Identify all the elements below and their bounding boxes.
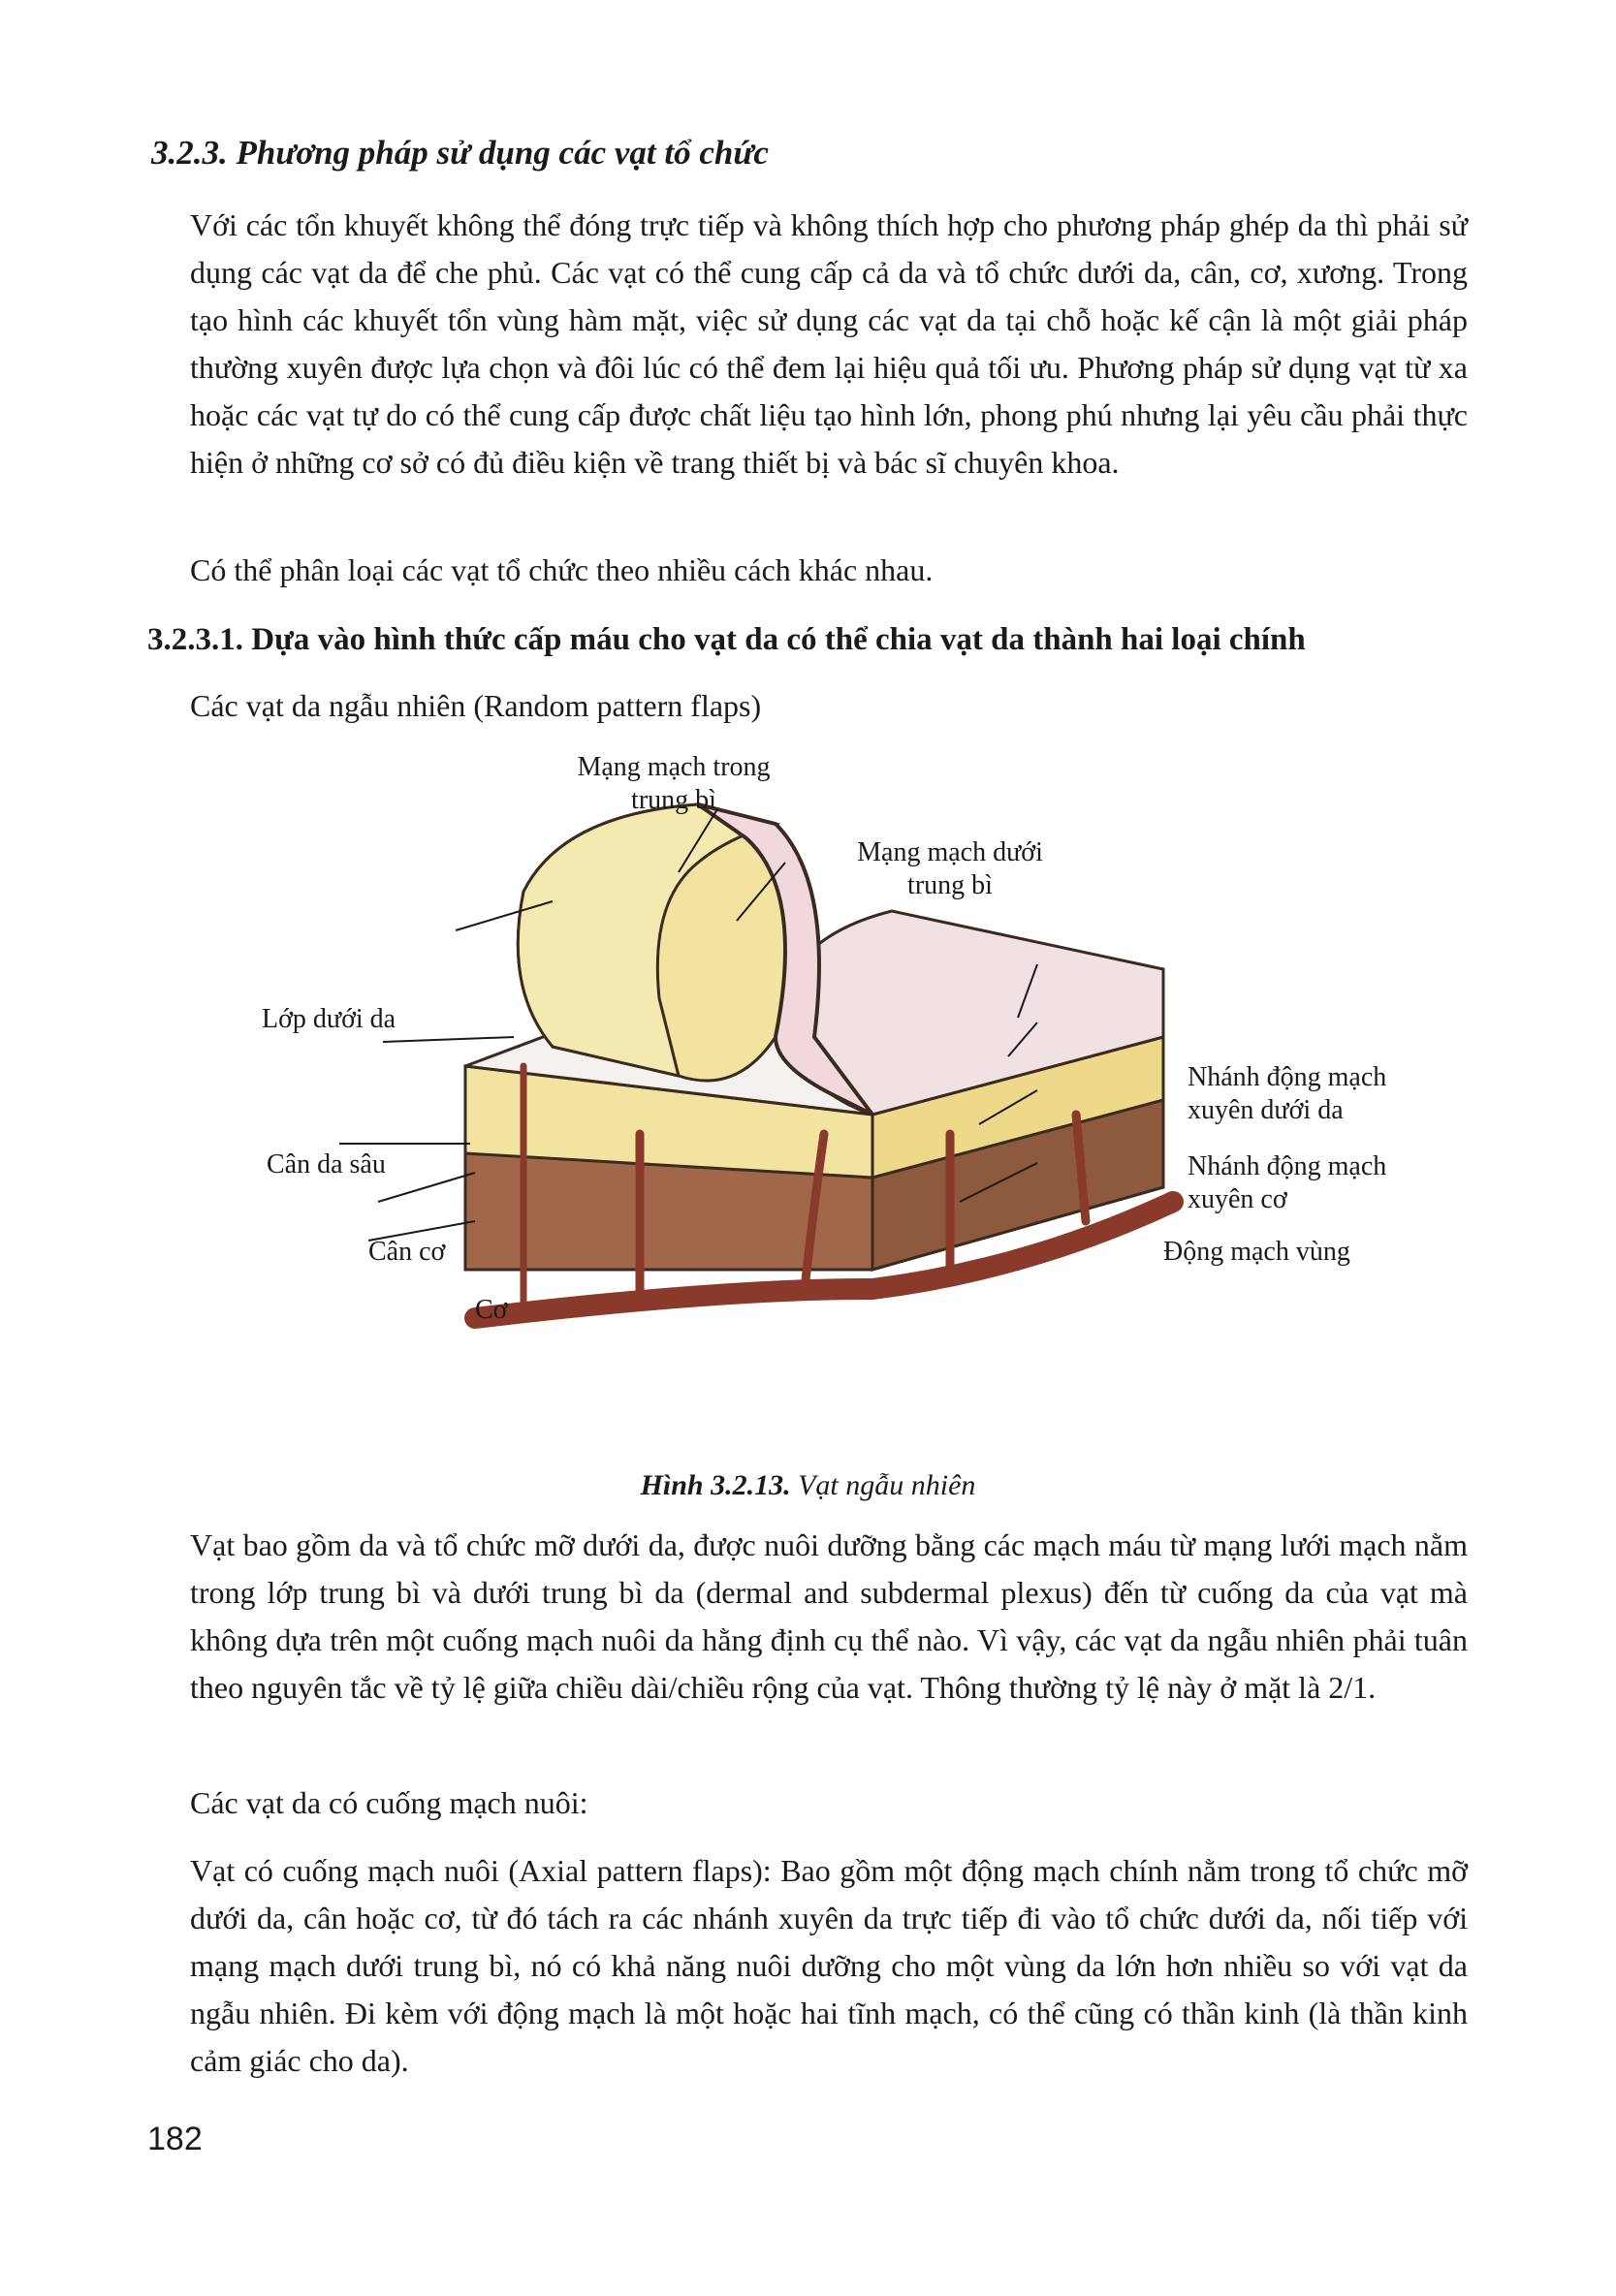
- label-cutaneous-branch-line2: xuyên dưới da: [1188, 1095, 1344, 1125]
- label-subdermal-plexus: Mạng mạch dưới: [857, 837, 1043, 867]
- label-segmental-artery: Động mạch vùng: [1163, 1237, 1350, 1267]
- label-cutaneous-branch: Nhánh động mạch: [1188, 1062, 1387, 1092]
- figure-caption: [0, 1469, 1616, 1502]
- classification-paragraph: Có thể phân loại các vạt tổ chức theo nhiều cách khác nhau.: [190, 552, 934, 587]
- axial-flaps-intro: Các vạt da có cuống mạch nuôi:: [190, 1785, 588, 1820]
- subsection-heading: 3.2.3.1. Dựa vào hình thức cấp máu cho vạt da có thể chia vạt da thành hai loại chính: [147, 622, 1306, 657]
- random-flaps-intro: Các vạt da ngẫu nhiên (Random pattern flaps): [190, 688, 762, 723]
- label-muscle: Cơ: [475, 1295, 508, 1325]
- axial-flap-description: Vạt có cuống mạch nuôi (Axial pattern flaps): Bao gồm một động mạch chính nằm trong tổ chức mỡ dưới da, cân hoặc cơ, từ đó tách ra các nhánh xuyên da trực tiếp đi vào tổ chức dưới da, nối tiếp với mạng mạch dưới trung bì, nó có khả năng nuôi dưỡng cho một vùng da lớn hơn nhiều so với vạt da ngẫu nhiên. Đi kèm với động mạch là một hoặc hai tĩnh mạch, có thể cũng có thần kinh (là thần kinh cảm giác cho da).: [190, 1853, 1468, 2078]
- page-number: 182: [147, 2121, 203, 2157]
- label-musculocutaneous-branch-line2: xuyên cơ: [1188, 1184, 1287, 1214]
- label-deep-fascia: Cân da sâu: [267, 1149, 386, 1179]
- label-dermal-plexus: Mạng mạch trong: [577, 752, 771, 782]
- figure-title: Vạt ngẫu nhiên: [798, 1469, 976, 1501]
- label-musculocutaneous-branch: Nhánh động mạch: [1188, 1151, 1387, 1181]
- label-muscle-fascia: Cân cơ: [368, 1237, 446, 1267]
- label-subcutaneous: Lớp dưới da: [262, 1004, 396, 1034]
- intro-paragraph: Với các tổn khuyết không thể đóng trực tiếp và không thích hợp cho phương pháp ghép da thì phải sử dụng các vạt da để che phủ. Các vạt có thể cung cấp cả da và tổ chức dưới da, cân, cơ, xương. Trong tạo hình các khuyết tổn vùng hàm mặt, việc sử dụng các vạt da tại chỗ hoặc kế cận là một giải pháp thường xuyên được lựa chọn và đôi lúc có thể đem lại hiệu quả tối ưu. Phương pháp sử dụng vạt từ xa hoặc các vạt tự do có thể cung cấp được chất liệu tạo hình lớn, phong phú nhưng lại yêu cầu phải thực hiện ở những cơ sở có đủ điều kiện về trang thiết bị và bác sĩ chuyên khoa.: [190, 207, 1468, 480]
- figure-number: Hình 3.2.13.: [640, 1469, 791, 1501]
- flap-diagram: [233, 746, 1396, 1425]
- label-dermal-plexus-line2: trung bì: [631, 785, 716, 815]
- section-heading: 3.2.3. Phương pháp sử dụng các vạt tổ chức: [151, 134, 769, 172]
- random-flap-description: Vạt bao gồm da và tổ chức mỡ dưới da, được nuôi dưỡng bằng các mạch máu từ mạng lưới mạch nằm trong lớp trung bì và dưới trung bì da (dermal and subdermal plexus) đến từ cuống da của vạt mà không dựa trên một cuống mạch nuôi da hằng định cụ thể nào. Vì vậy, các vạt da ngẫu nhiên phải tuân theo nguyên tắc về tỷ lệ giữa chiều dài/chiều rộng của vạt. Thông thường tỷ lệ này ở mặt là 2/1.: [190, 1527, 1468, 1705]
- label-subdermal-plexus-line2: trung bì: [907, 870, 993, 900]
